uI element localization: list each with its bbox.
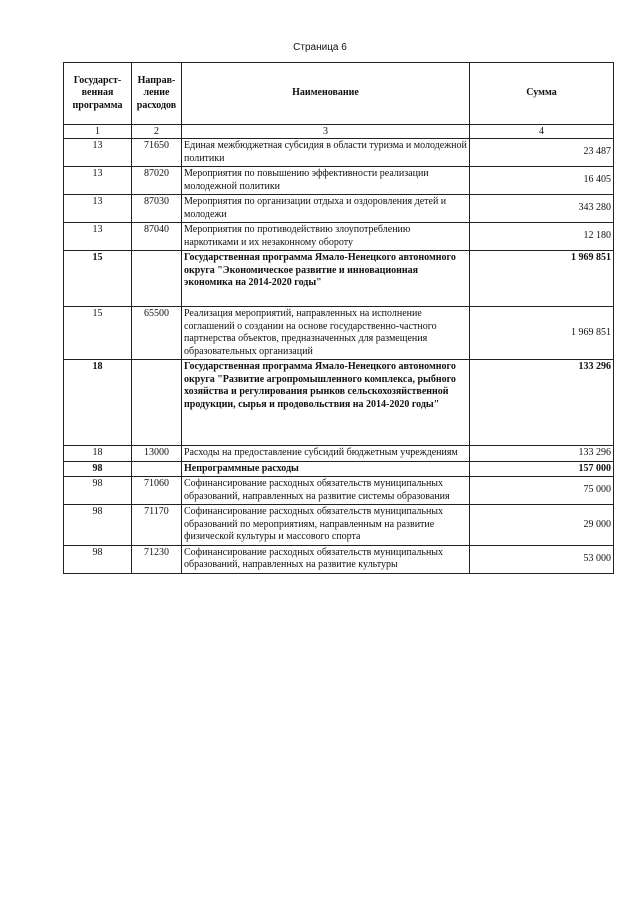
direction-code-cell: 87020 <box>132 167 182 195</box>
table-row <box>64 545 614 573</box>
program-code-cell: 15 <box>64 251 132 307</box>
name-cell: Расходы на предоставление субсидий бюджетным учреждениям <box>182 446 470 462</box>
budget-table <box>63 62 614 574</box>
direction-code-cell: 87030 <box>132 195 182 223</box>
direction-code-cell <box>132 251 182 307</box>
name-cell: Мероприятия по противодействию злоупотреблению наркотиками и их незаконному обороту <box>182 223 470 251</box>
page-number-label: Страница 6 <box>293 42 347 53</box>
program-code-cell: 98 <box>64 461 132 477</box>
program-code-cell: 13 <box>64 223 132 251</box>
direction-code-cell: 65500 <box>132 307 182 360</box>
program-code-cell: 15 <box>64 307 132 360</box>
program-code-cell: 98 <box>64 545 132 573</box>
program-code-cell: 98 <box>64 477 132 505</box>
table-row <box>64 307 614 360</box>
sum-cell: 133 296 <box>470 360 614 446</box>
table-row <box>64 139 614 167</box>
column-number: 2 <box>132 125 182 139</box>
program-code-cell: 13 <box>64 167 132 195</box>
sum-cell: 23 487 <box>470 139 614 167</box>
name-cell: Непрограммные расходы <box>182 461 470 477</box>
header-program: Государст-венная программа <box>64 63 132 125</box>
header-direction: Направ-ление расходов <box>132 63 182 125</box>
column-number: 1 <box>64 125 132 139</box>
direction-code-cell: 13000 <box>132 446 182 462</box>
direction-code-cell: 71170 <box>132 505 182 546</box>
direction-code-cell: 71650 <box>132 139 182 167</box>
sum-cell: 12 180 <box>470 223 614 251</box>
program-code-cell: 13 <box>64 139 132 167</box>
direction-code-cell: 87040 <box>132 223 182 251</box>
sum-cell: 29 000 <box>470 505 614 546</box>
header-row <box>64 63 614 125</box>
program-code-cell: 18 <box>64 446 132 462</box>
sum-cell: 53 000 <box>470 545 614 573</box>
program-code-cell: 98 <box>64 505 132 546</box>
header-sum: Сумма <box>470 63 614 125</box>
column-number: 3 <box>182 125 470 139</box>
sum-cell: 133 296 <box>470 446 614 462</box>
sum-cell: 1 969 851 <box>470 251 614 307</box>
program-code-cell: 18 <box>64 360 132 446</box>
table-row <box>64 251 614 307</box>
name-cell: Софинансирование расходных обязательств муниципальных образований, направленных на развитие системы образования <box>182 477 470 505</box>
direction-code-cell <box>132 461 182 477</box>
program-code-cell: 13 <box>64 195 132 223</box>
table-row <box>64 505 614 546</box>
sum-cell: 157 000 <box>470 461 614 477</box>
name-cell: Государственная программа Ямало-Ненецкого автономного округа "Экономическое развитие и инновационная экономика на 2014-2020 годы" <box>182 251 470 307</box>
table-row <box>64 360 614 446</box>
direction-code-cell: 71060 <box>132 477 182 505</box>
name-cell: Реализация мероприятий, направленных на исполнение соглашений о создании на основе государственно-частного партнерства объектов, предназначенных для размещения образовательных организаций <box>182 307 470 360</box>
name-cell: Мероприятия по организации отдыха и оздоровления детей и молодежи <box>182 195 470 223</box>
sum-cell: 343 280 <box>470 195 614 223</box>
sum-cell: 1 969 851 <box>470 307 614 360</box>
header-name: Наименование <box>182 63 470 125</box>
column-number: 4 <box>470 125 614 139</box>
direction-code-cell <box>132 360 182 446</box>
table-row <box>64 477 614 505</box>
name-cell: Мероприятия по повышению эффективности реализации молодежной политики <box>182 167 470 195</box>
table-row <box>64 446 614 462</box>
table-row <box>64 195 614 223</box>
table-row <box>64 223 614 251</box>
table-body <box>64 139 614 574</box>
sum-cell: 75 000 <box>470 477 614 505</box>
name-cell: Софинансирование расходных обязательств муниципальных образований, направленных на развитие культуры <box>182 545 470 573</box>
table-row <box>64 461 614 477</box>
name-cell: Единая межбюджетная субсидия в области туризма и молодежной политики <box>182 139 470 167</box>
name-cell: Государственная программа Ямало-Ненецкого автономного округа "Развитие агропромышленного комплекса, рыбного хозяйства и регулирования рынков сельскохозяйственной продукции, сырья и продовольствия на 2014-2020 годы" <box>182 360 470 446</box>
column-number-row <box>64 125 614 139</box>
direction-code-cell: 71230 <box>132 545 182 573</box>
name-cell: Софинансирование расходных обязательств муниципальных образований по мероприятиям, направленным на развитие физической культуры и массового спорта <box>182 505 470 546</box>
table-row <box>64 167 614 195</box>
sum-cell: 16 405 <box>470 167 614 195</box>
